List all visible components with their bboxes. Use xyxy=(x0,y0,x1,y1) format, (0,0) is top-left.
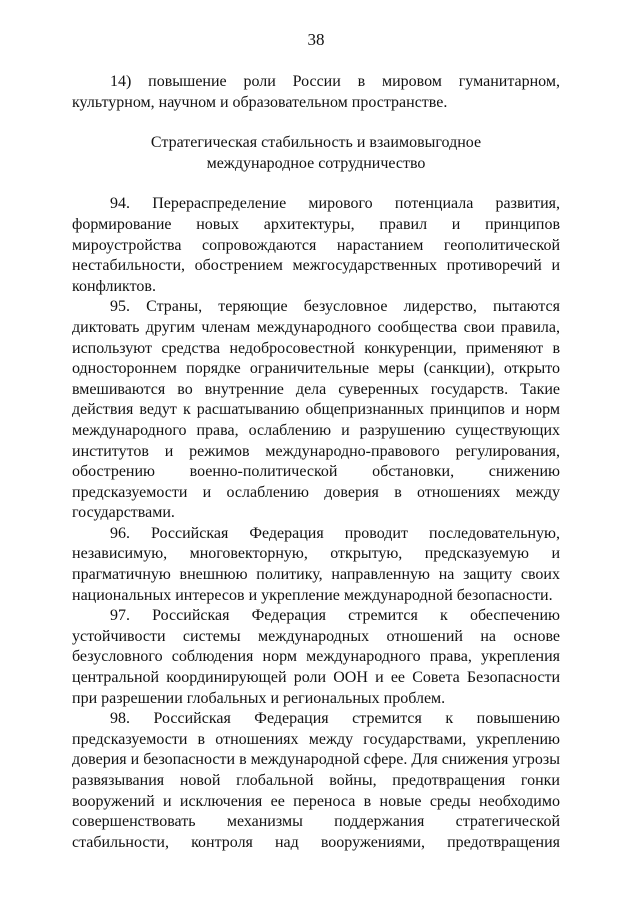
section-heading-line1: Стратегическая стабильность и взаимовыгодное xyxy=(150,134,482,152)
paragraph-95: 95. Страны, теряющие безусловное лидерство, пытаются диктовать другим членам международного сообщества свои правила, используют средства недобросовестной конкуренции, применяют в одностороннем порядке ограничительные меры (санкции), открыто вмешиваются во внутренние дела суверенных государств. Такие действия ведут к расшатыванию общепризнанных принципов и норм международного права, ослаблению и разрушению существующих институтов и режимов международно-правового регулирования, обострению военно-политической обстановки, снижению предсказуемости и ослаблению доверия в отношениях между государствами. xyxy=(72,298,560,522)
section-heading xyxy=(72,133,560,174)
document-page xyxy=(72,30,560,853)
intro-list-item: 14) повышение роли России в мировом гуманитарном, культурном, научном и образовательном пространстве. xyxy=(72,73,560,111)
paragraph-97: 97. Российская Федерация стремится к обеспечению устойчивости системы международных отношений на основе безусловного соблюдения норм международного права, укрепления центральной координирующей роли ООН и ее Совета Безопасности при разрешении глобальных и региональных проблем. xyxy=(72,607,560,707)
paragraph-98: 98. Российская Федерация стремится к повышению предсказуемости в отношениях между государствами, укреплению доверия и безопасности в международной сфере. Для снижения угрозы развязывания новой глобальной войны, предотвращения гонки вооружений и исключения ее переноса в новые среды необходимо совершенствовать механизмы поддержания стратегической стабильности, контроля над вооружениями, предотвращения xyxy=(72,710,560,851)
paragraph-96: 96. Российская Федерация проводит последовательную, независимую, многовекторную, открытую, предсказуемую и прагматичную внешнюю политику, направленную на защиту своих национальных интересов и укрепление международной безопасности. xyxy=(72,524,560,604)
page-number: 38 xyxy=(307,30,325,49)
section-heading-line2: международное сотрудничество xyxy=(206,154,426,172)
paragraph-94: 94. Перераспределение мирового потенциала развития, формирование новых архитектуры, правил и принципов мироустройства сопровождаются нарастанием геополитической нестабильности, обострением межгосударственных противоречий и конфликтов. xyxy=(72,195,560,295)
